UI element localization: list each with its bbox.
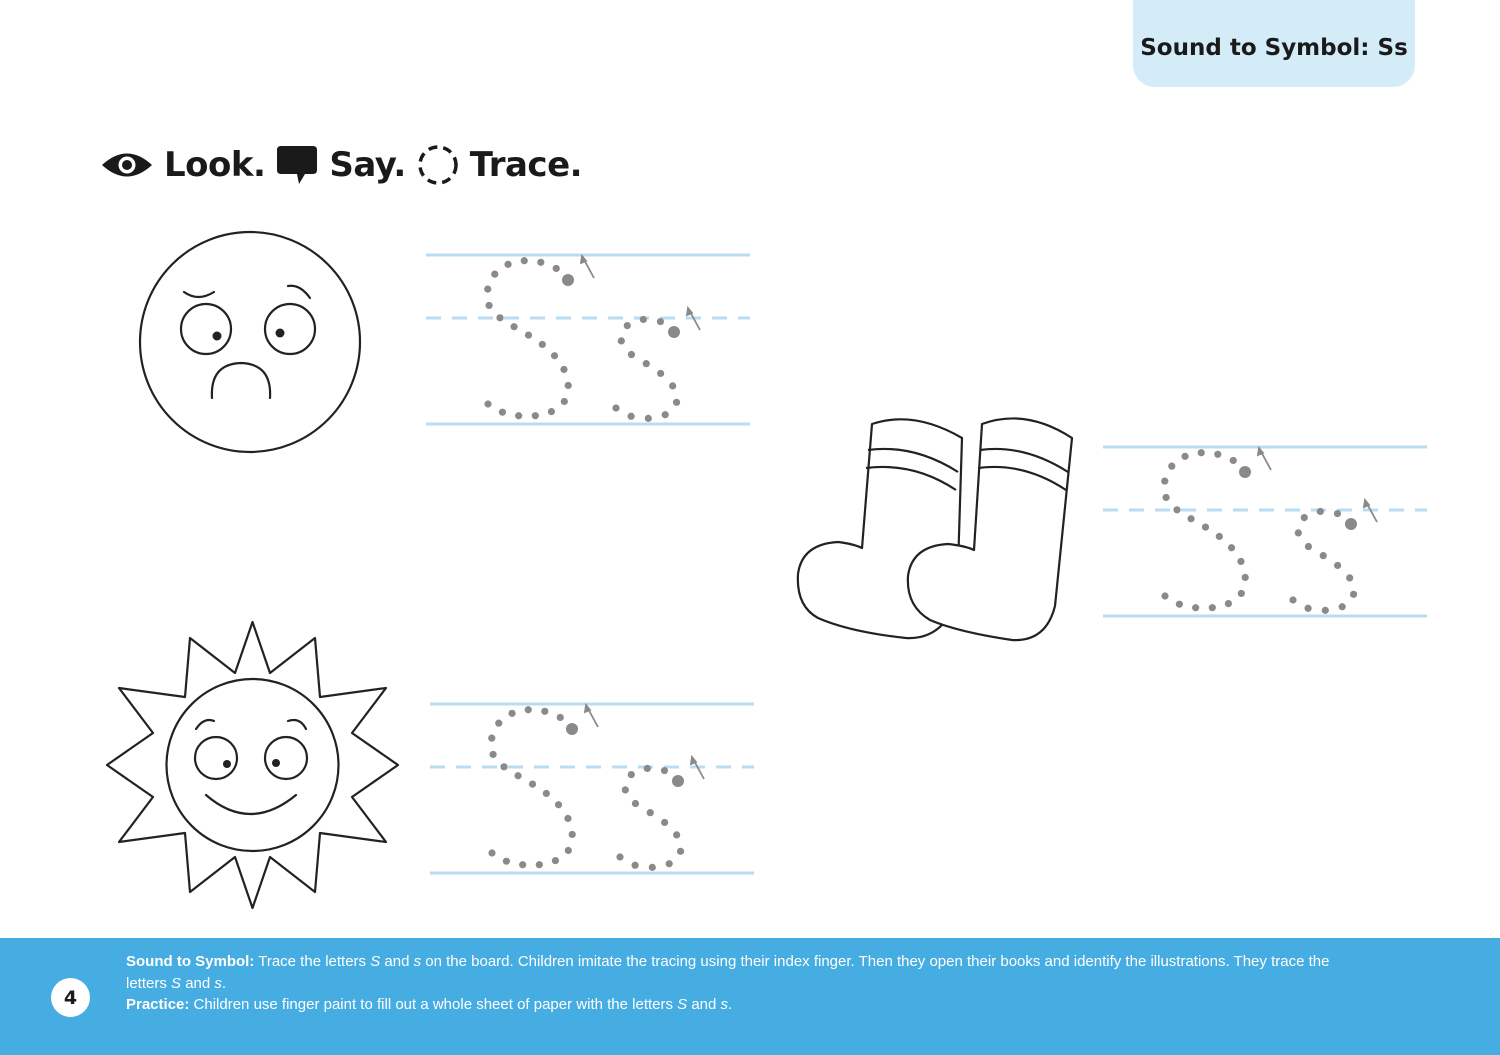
lowercase-s-trace[interactable]	[1289, 508, 1357, 614]
trace-dot	[562, 274, 574, 286]
trace-dot	[662, 411, 669, 418]
trace-dot	[564, 815, 571, 822]
trace-dot	[484, 400, 491, 407]
trace-dot	[491, 271, 498, 278]
trace-dot	[657, 318, 664, 325]
trace-dot	[1230, 457, 1237, 464]
uppercase-s-trace[interactable]	[1161, 449, 1251, 611]
trace-dot	[657, 370, 664, 377]
trace-dot	[488, 735, 495, 742]
trace-dot	[510, 323, 517, 330]
trace-dot	[1334, 510, 1341, 517]
trace-dot	[1305, 543, 1312, 550]
trace-dot	[504, 261, 511, 268]
trace-dot	[525, 331, 532, 338]
trace-dot	[1209, 604, 1216, 611]
trace-dot	[624, 322, 631, 329]
trace-dot	[1202, 523, 1209, 530]
trace-dot	[521, 257, 528, 264]
page-number: 4	[51, 978, 90, 1017]
trace-dot	[1214, 451, 1221, 458]
practice-label: Practice:	[126, 996, 190, 1013]
trace-dot	[1176, 601, 1183, 608]
page-title: Sound to Symbol: Ss	[1140, 34, 1408, 61]
trace-dot	[543, 790, 550, 797]
trace-dot	[1334, 562, 1341, 569]
trace-dot	[640, 316, 647, 323]
trace-dot	[622, 786, 629, 793]
start-arrow-icon	[585, 705, 598, 727]
lowercase-s-trace[interactable]	[616, 765, 684, 871]
trace-dot	[1162, 494, 1169, 501]
teacher-notes	[126, 951, 1346, 1016]
trace-dot	[1161, 478, 1168, 485]
header-tab	[1133, 0, 1415, 87]
trace-dot	[1237, 558, 1244, 565]
trace-dot	[644, 765, 651, 772]
trace-dot	[616, 853, 623, 860]
trace-dot	[1295, 529, 1302, 536]
trace-dot	[557, 714, 564, 721]
trace-dot	[536, 861, 543, 868]
instructions	[100, 138, 592, 192]
trace-dot	[669, 382, 676, 389]
trace-dot	[565, 382, 572, 389]
trace-dot	[525, 706, 532, 713]
trace-dot	[649, 864, 656, 871]
trace-dot	[1317, 508, 1324, 515]
trace-dot	[552, 857, 559, 864]
trace-dot	[1289, 596, 1296, 603]
trace-dot	[515, 412, 522, 419]
trace-dot	[551, 352, 558, 359]
trace-dot	[1346, 574, 1353, 581]
trace-label: Trace.	[469, 145, 583, 185]
trace-dot	[612, 404, 619, 411]
tracing-board-1[interactable]	[426, 248, 752, 430]
trace-dot	[1322, 607, 1329, 614]
trace-dot	[488, 849, 495, 856]
trace-dot	[539, 341, 546, 348]
trace-dot	[1161, 592, 1168, 599]
trace-dot	[632, 800, 639, 807]
speech-bubble-icon	[275, 144, 319, 186]
say-label: Say.	[329, 145, 406, 185]
trace-dot	[1350, 591, 1357, 598]
trace-dot	[1239, 466, 1251, 478]
note-label: Sound to Symbol:	[126, 953, 255, 970]
trace-dot	[631, 862, 638, 869]
trace-dot	[548, 408, 555, 415]
trace-dot	[508, 710, 515, 717]
trace-dot	[1242, 574, 1249, 581]
trace-dot	[666, 860, 673, 867]
trace-dot	[643, 360, 650, 367]
happy-sun-icon	[100, 615, 405, 920]
trace-dot	[529, 780, 536, 787]
sad-sun-icon	[130, 222, 370, 462]
trace-dot	[514, 772, 521, 779]
trace-dot	[627, 413, 634, 420]
trace-dot	[1181, 453, 1188, 460]
trace-dot	[647, 809, 654, 816]
trace-dot	[677, 848, 684, 855]
trace-dot	[500, 763, 507, 770]
dashed-circle-icon	[416, 143, 460, 187]
trace-dot	[496, 314, 503, 321]
uppercase-s-trace[interactable]	[484, 257, 574, 419]
trace-dot	[628, 771, 635, 778]
trace-dot	[628, 351, 635, 358]
uppercase-s-trace[interactable]	[488, 706, 578, 868]
lowercase-s-trace[interactable]	[612, 316, 680, 422]
sound-to-symbol-note: Sound to Symbol: Trace the letters S and s on the board. Children imitate the tracing using their index finger. Then they open their books and identify the illustrations. They trace the letters S and s.	[126, 953, 1330, 992]
trace-dot	[1345, 518, 1357, 530]
trace-dot	[668, 326, 680, 338]
trace-dot	[1304, 605, 1311, 612]
trace-dot	[1225, 600, 1232, 607]
trace-dot	[618, 337, 625, 344]
trace-dot	[661, 767, 668, 774]
start-arrow-icon	[581, 256, 594, 278]
trace-dot	[1198, 449, 1205, 456]
trace-dot	[1301, 514, 1308, 521]
trace-dot	[1216, 533, 1223, 540]
trace-dot	[565, 847, 572, 854]
trace-dot	[1187, 515, 1194, 522]
trace-dot	[1228, 544, 1235, 551]
trace-dot	[1192, 604, 1199, 611]
trace-dot	[499, 409, 506, 416]
trace-dot	[553, 265, 560, 272]
start-arrow-icon	[1258, 448, 1271, 470]
practice-note: Practice: Children use finger paint to fill out a whole sheet of paper with the letters S and s.	[126, 996, 733, 1013]
trace-dot	[569, 831, 576, 838]
trace-dot	[537, 259, 544, 266]
trace-dot	[541, 708, 548, 715]
trace-dot	[485, 302, 492, 309]
trace-dot	[519, 861, 526, 868]
trace-dot	[503, 858, 510, 865]
socks-icon	[790, 410, 1090, 650]
trace-dot	[484, 286, 491, 293]
trace-dot	[673, 831, 680, 838]
trace-dot	[645, 415, 652, 422]
trace-dot	[560, 366, 567, 373]
trace-dot	[1320, 552, 1327, 559]
trace-dot	[673, 399, 680, 406]
trace-dot	[495, 720, 502, 727]
trace-dot	[532, 412, 539, 419]
trace-dot	[1168, 463, 1175, 470]
trace-dot	[566, 723, 578, 735]
trace-dot	[1173, 506, 1180, 513]
trace-dot	[1339, 603, 1346, 610]
trace-dot	[661, 819, 668, 826]
trace-dot	[489, 751, 496, 758]
tracing-board-2[interactable]	[1103, 440, 1429, 622]
trace-dot	[1238, 590, 1245, 597]
tracing-board-3[interactable]	[430, 697, 756, 879]
eye-icon	[100, 148, 154, 182]
trace-dot	[561, 398, 568, 405]
trace-dot	[555, 801, 562, 808]
footer-bar	[0, 938, 1500, 1055]
trace-dot	[672, 775, 684, 787]
look-label: Look.	[164, 145, 266, 185]
